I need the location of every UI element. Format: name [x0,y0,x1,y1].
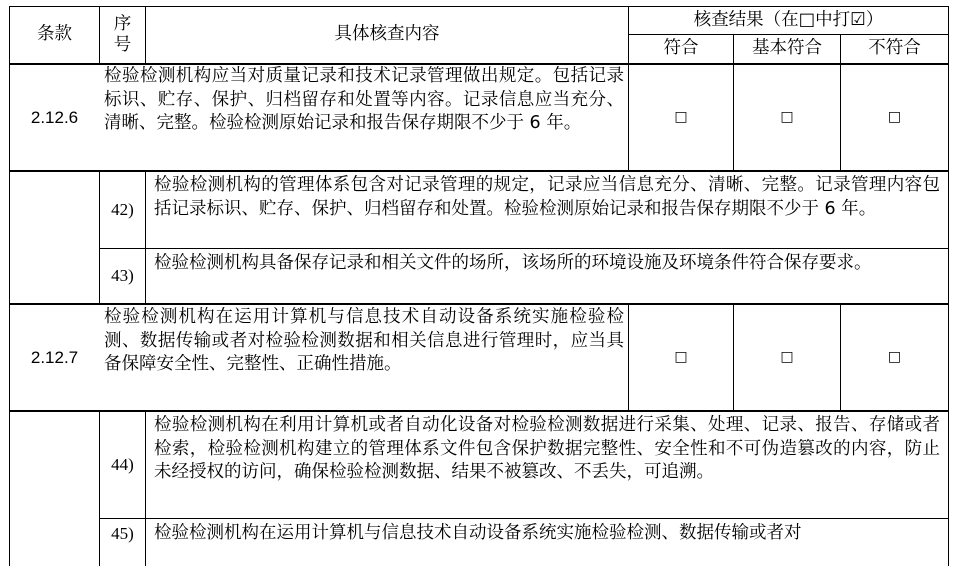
item-number: 45) [111,524,134,544]
item-number: 44) [111,455,134,475]
checkbox-conform[interactable]: □ [674,348,688,365]
checkbox-basic-conform[interactable]: □ [780,348,794,365]
clause-text: 检验检测机构在运用计算机与信息技术自动设备系统实施检验检测、数据传输或者对检验检测数据和相关信息进行管理时，应当具备保障安全性、完整性、正确性措施。 [104,307,624,374]
grid-line [9,410,949,412]
item-text: 检验检测机构具备保存记录和相关文件的场所，该场所的环境设施及环境条件符合保存要求。 [154,253,872,273]
grid-line [99,518,949,519]
item-text: 检验检测机构在利用计算机或者自动化设备对检验检测数据进行采集、处理、记录、报告、存储或者检索，检验检测机构建立的管理体系文件包含保护数据完整性、安全性和不可伪造篡改的内容，防止未经授权的访问，确保检验检测数据、结果不被篡改、不丢失，可追溯。 [154,415,940,482]
header-clause: 条款 [37,24,72,45]
clause-number: 2.12.6 [30,107,79,127]
checkbox-basic-conform[interactable]: □ [780,108,794,125]
grid-line [948,6,949,566]
item-number: 43) [111,266,134,286]
header-seq: 序 号 [113,14,132,55]
grid-line [9,170,949,172]
header-nonconform: 不符合 [868,38,921,59]
header-conform: 符合 [663,38,699,59]
checkbox-nonconform[interactable]: □ [887,108,902,125]
inspection-checklist-table [9,6,949,566]
grid-line [99,248,949,249]
clause-text: 检验检测机构应当对质量记录和技术记录管理做出规定。包括记录标识、贮存、保护、归档留存和处置等内容。记录信息应当充分、清晰、完整。检验检测原始记录和报告保存期限不少于 6 年。 [104,66,624,133]
header-result: 核查结果（在□中打☑） [693,9,884,30]
header-content: 具体核查内容 [334,24,440,45]
header-basic-conform: 基本符合 [752,38,822,59]
checkbox-nonconform[interactable]: □ [887,348,902,365]
checkbox-conform[interactable]: □ [674,108,688,125]
clause-number: 2.12.7 [30,347,79,367]
item-text: 检验检测机构在运用计算机与信息技术自动设备系统实施检验检测、数据传输或者对 [154,523,802,543]
item-text: 检验检测机构的管理体系包含对记录管理的规定，记录应当信息充分、清晰、完整。记录管理内容包括记录标识、贮存、保护、归档留存和处置。检验检测原始记录和报告保存期限不少于 6 年。 [154,175,940,219]
item-number: 42) [111,200,134,220]
